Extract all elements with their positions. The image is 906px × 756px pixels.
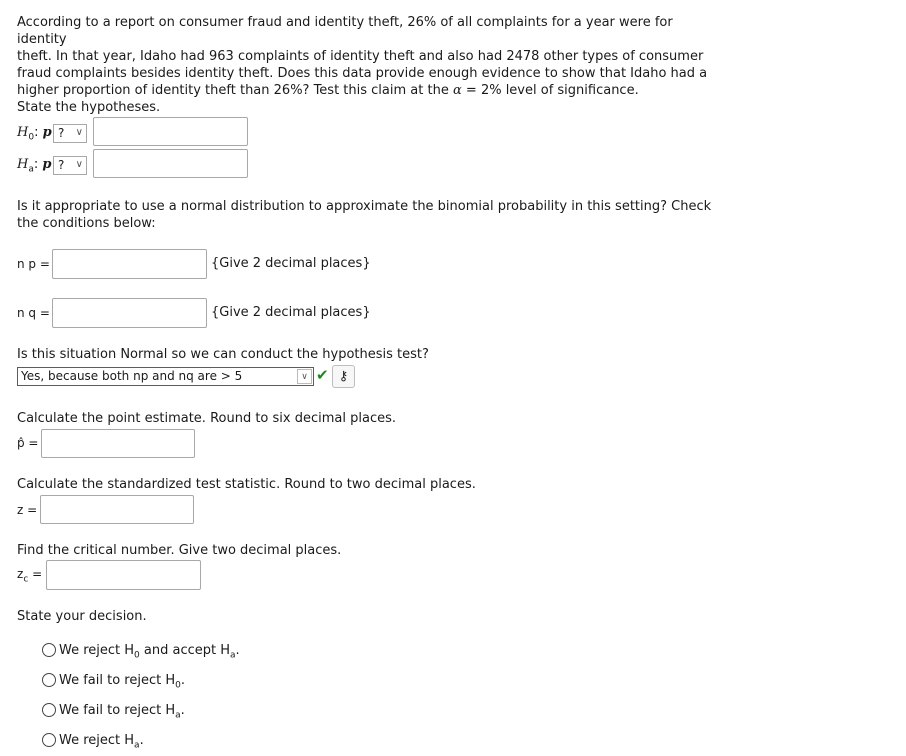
hypotheses-heading: State the hypotheses. [17, 100, 161, 115]
decision-prompt: State your decision. [17, 609, 147, 624]
normal-select-value: Yes, because both np and nq are > 5 [21, 369, 243, 383]
normal-question: Is this situation Normal so we can conduct the hypothesis test? [17, 347, 429, 362]
z-label: z = [17, 503, 38, 517]
normal-select[interactable] [17, 367, 314, 386]
np-input[interactable] [52, 249, 207, 279]
h0-operator-select[interactable] [53, 124, 87, 143]
decision-radio-4[interactable] [42, 733, 56, 747]
nq-hint: {Give 2 decimal places} [211, 305, 371, 320]
problem-line-4-pre: higher proportion of identity theft than 26%? Test this claim at the [17, 83, 449, 98]
ha-select-value: ? [58, 158, 65, 172]
problem-line-2: theft. In that year, Idaho had 963 complaints of identity theft and also had 2478 other types of consumer [17, 49, 704, 64]
ha-value-input[interactable] [93, 149, 248, 178]
decision-radio-3[interactable] [42, 703, 56, 717]
test-statistic-prompt: Calculate the standardized test statistic. Round to two decimal places. [17, 477, 476, 492]
np-label: n p = [17, 257, 50, 271]
alpha-equals: = [465, 83, 477, 98]
ha-p-symbol: p [42, 157, 52, 172]
problem-line-4 [17, 82, 717, 99]
nq-label: n q = [17, 306, 50, 320]
zc-label: $z_c$ = [17, 567, 43, 585]
key-icon[interactable]: ⚷ [332, 365, 355, 388]
decision-radio-2[interactable] [42, 673, 56, 687]
chevron-down-icon: ∨ [75, 159, 83, 170]
zc-input[interactable] [46, 560, 201, 590]
point-estimate-prompt: Calculate the point estimate. Round to six decimal places. [17, 411, 396, 426]
problem-line-1: According to a report on consumer fraud and identity theft, 26% of all complaints for a year were for identity [17, 15, 673, 47]
chevron-down-icon: ∨ [75, 127, 83, 138]
nq-input[interactable] [52, 298, 207, 328]
decision-radio-1[interactable] [42, 643, 56, 657]
ha-operator-select[interactable] [53, 156, 87, 175]
h0-select-value: ? [58, 126, 65, 140]
ha-label: $H_a$: p [17, 157, 52, 175]
np-hint: {Give 2 decimal places} [211, 256, 371, 271]
decision-option-4[interactable]: We reject $H_a$. [59, 733, 144, 751]
check-icon: ✔ [316, 366, 329, 384]
problem-line-3: fraud complaints besides identity theft. Does this data provide enough evidence to show that Idaho had a [17, 66, 708, 81]
h0-label: $H_0$: p [17, 125, 52, 143]
z-input[interactable] [40, 495, 194, 524]
chevron-down-icon: ∨ [297, 369, 312, 384]
alpha-symbol: α [452, 83, 462, 98]
problem-statement [17, 14, 717, 99]
h0-value-input[interactable] [93, 117, 248, 146]
h0-p-symbol: p [42, 125, 52, 140]
decision-option-2[interactable]: We fail to reject $H_0$. [59, 673, 185, 691]
p-hat-label: p̂ = [17, 436, 39, 450]
critical-prompt: Find the critical number. Give two decimal places. [17, 543, 342, 558]
p-hat-input[interactable] [41, 429, 195, 458]
conditions-question: Is it appropriate to use a normal distribution to approximate the binomial probability in this setting? Check the conditions below: [17, 199, 712, 231]
decision-option-1[interactable]: We reject $H_0$ and accept $H_a$. [59, 643, 240, 661]
decision-option-3[interactable]: We fail to reject $H_a$. [59, 703, 185, 721]
problem-line-4-post: 2% level of significance. [480, 83, 639, 98]
